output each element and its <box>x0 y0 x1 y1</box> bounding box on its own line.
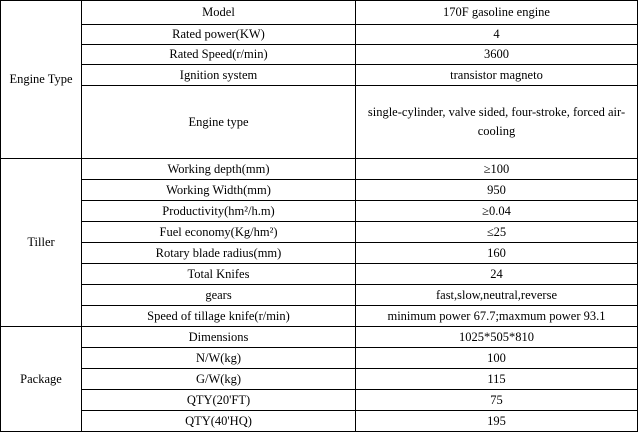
table-row <box>1 327 638 348</box>
spec-label: Working depth(mm) <box>82 159 356 180</box>
table-row <box>1 411 638 432</box>
spec-value: 75 <box>356 390 638 411</box>
spec-label: Ignition system <box>82 65 356 86</box>
spec-value: 4 <box>356 25 638 45</box>
spec-value: 3600 <box>356 45 638 65</box>
spec-label: Dimensions <box>82 327 356 348</box>
spec-label: QTY(40'HQ) <box>82 411 356 432</box>
table-row <box>1 180 638 201</box>
spec-label: Rated Speed(r/min) <box>82 45 356 65</box>
spec-value: 24 <box>356 264 638 285</box>
spec-label: gears <box>82 285 356 306</box>
spec-value: 170F gasoline engine <box>356 1 638 25</box>
spec-value: minimum power 67.7;maxmum power 93.1 <box>356 306 638 327</box>
spec-label: QTY(20'FT) <box>82 390 356 411</box>
spec-value: 1025*505*810 <box>356 327 638 348</box>
spec-value: ≥100 <box>356 159 638 180</box>
table-row <box>1 86 638 159</box>
table-row <box>1 348 638 369</box>
table-row <box>1 264 638 285</box>
spec-value: 115 <box>356 369 638 390</box>
table-row <box>1 306 638 327</box>
spec-value: ≤25 <box>356 222 638 243</box>
table-row <box>1 45 638 65</box>
spec-value: single-cylinder, valve sided, four-stroke, forced air-cooling <box>356 86 638 159</box>
table-row <box>1 201 638 222</box>
table-row <box>1 222 638 243</box>
table-row <box>1 369 638 390</box>
spec-value: 950 <box>356 180 638 201</box>
spec-value: 100 <box>356 348 638 369</box>
category-engine-type: Engine Type <box>1 1 82 159</box>
spec-label: Engine type <box>82 86 356 159</box>
spec-label: N/W(kg) <box>82 348 356 369</box>
spec-label: Total Knifes <box>82 264 356 285</box>
table-row <box>1 159 638 180</box>
spec-value: 160 <box>356 243 638 264</box>
spec-label: Productivity(hm²/h.m) <box>82 201 356 222</box>
table-row <box>1 1 638 25</box>
spec-label: Rotary blade radius(mm) <box>82 243 356 264</box>
spec-label: Fuel economy(Kg/hm²) <box>82 222 356 243</box>
category-package: Package <box>1 327 82 432</box>
spec-value: 195 <box>356 411 638 432</box>
spec-label: Model <box>82 1 356 25</box>
table-row <box>1 243 638 264</box>
spec-label: Rated power(KW) <box>82 25 356 45</box>
spec-value: transistor magneto <box>356 65 638 86</box>
table-row <box>1 285 638 306</box>
table-row <box>1 390 638 411</box>
spec-value: fast,slow,neutral,reverse <box>356 285 638 306</box>
spec-value: ≥0.04 <box>356 201 638 222</box>
category-tiller: Tiller <box>1 159 82 327</box>
spec-label: Speed of tillage knife(r/min) <box>82 306 356 327</box>
table-row <box>1 25 638 45</box>
spec-label: Working Width(mm) <box>82 180 356 201</box>
spec-label: G/W(kg) <box>82 369 356 390</box>
table-row <box>1 65 638 86</box>
